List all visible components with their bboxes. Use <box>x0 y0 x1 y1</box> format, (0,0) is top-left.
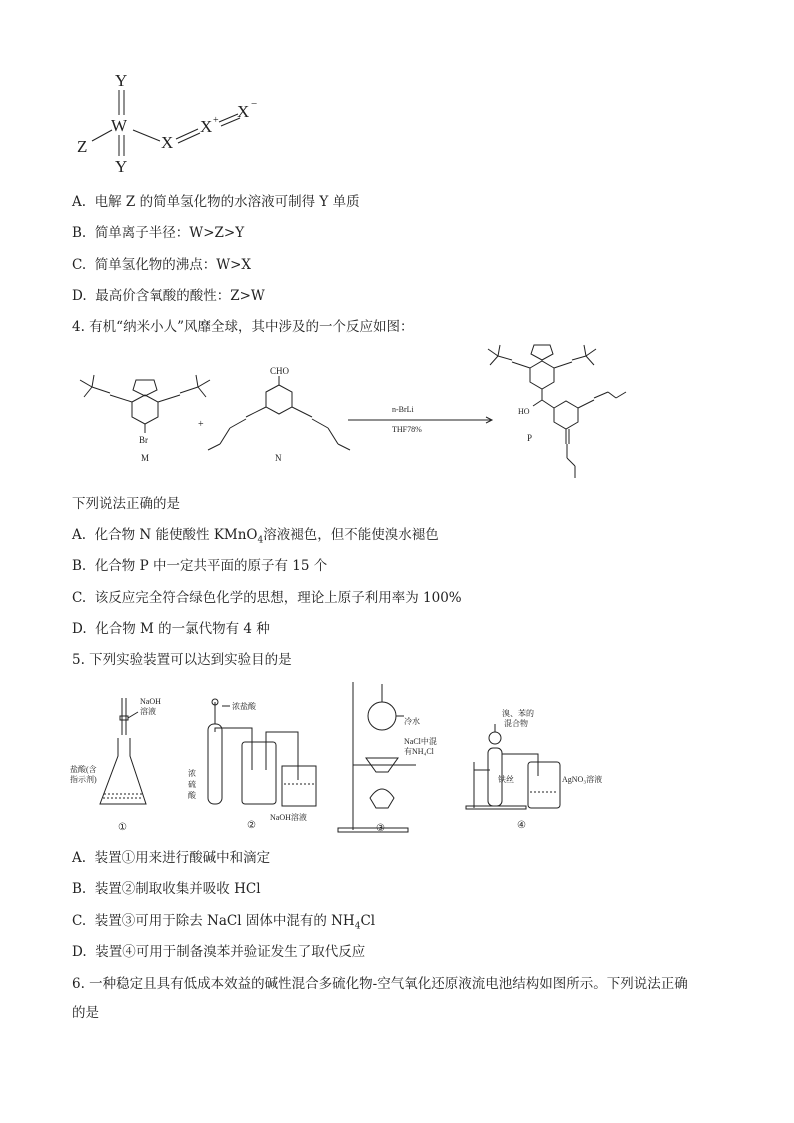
q5-option-d: D. 装置④可用于制备溴苯并验证发生了取代反应 <box>72 944 366 960</box>
apparatus-3-sublimation <box>338 682 437 834</box>
diagram-label: 有NH₄Cl <box>404 747 434 756</box>
atom-w: W <box>111 116 128 135</box>
atom-x-plus: X <box>200 117 213 136</box>
reaction-scheme <box>70 340 630 490</box>
q4-option-d: D. 化合物 M 的一氯代物有 4 种 <box>72 621 270 637</box>
diagram-label: 酸 <box>188 791 196 800</box>
diagram-label: NaOH <box>140 697 161 706</box>
atom-x-minus: X <box>237 102 250 121</box>
diagram-label: 硫 <box>188 780 196 789</box>
diagram-label: 盐酸(含 <box>70 765 97 774</box>
diagram-label: 指示剂) <box>70 775 97 784</box>
apparatus-2-hcl <box>188 699 316 831</box>
molecular-structure-diagram <box>70 68 270 178</box>
diagram-label: 浓 <box>188 769 196 778</box>
charge-plus: + <box>213 115 219 126</box>
diagram-label: 混合物 <box>504 719 528 728</box>
charge-minus: − <box>251 98 258 110</box>
q4-prompt: 下列说法正确的是 <box>72 496 180 512</box>
diagram-label: NaCl中混 <box>404 737 437 746</box>
q5-option-b: B. 装置②制取收集并吸收 HCl <box>72 881 261 897</box>
label-cho: CHO <box>270 366 290 376</box>
diagram-label: 铁丝 <box>498 775 514 784</box>
q3-option-b: B. 简单离子半径：W>Z>Y <box>72 225 245 241</box>
apparatus-1-titration <box>70 697 161 833</box>
plus-sign: + <box>198 419 204 430</box>
label-m: M <box>141 453 150 463</box>
atom-z: Z <box>77 137 88 156</box>
compound-p <box>488 345 626 478</box>
compound-m <box>80 375 210 463</box>
diagram-label: 冷水 <box>404 717 420 726</box>
apparatus-4-bromobenzene <box>466 708 602 831</box>
apparatus-figure <box>70 680 630 840</box>
diagram-label: AgNO₃溶液 <box>562 775 603 784</box>
q4-option-a: A. 化合物 N 能使酸性 KMnO$_4$溶液褪色，但不能使溴水褪色 <box>72 527 439 546</box>
label-p: P <box>527 433 533 443</box>
q4-option-c: C. 该反应完全符合绿色化学的思想，理论上原子利用率为 100% <box>72 590 462 606</box>
compound-n <box>208 366 350 463</box>
diagram-label: ① <box>118 822 127 833</box>
q6-stem-line-2: 的是 <box>72 1005 99 1021</box>
label-br: Br <box>139 435 148 445</box>
reagent-bottom: THF78% <box>392 425 422 434</box>
diagram-label: 溶液 <box>140 707 156 716</box>
q3-option-d: D. 最高价含氧酸的酸性：Z>W <box>72 288 265 304</box>
q6-stem-line-1: 6. 一种稳定且具有低成本效益的碱性混合多硫化物-空气氧化还原液流电池结构如图所示。下列说法正确 <box>72 976 688 992</box>
diagram-label: ② <box>247 820 256 831</box>
q5-option-a: A. 装置①用来进行酸碱中和滴定 <box>72 850 271 866</box>
reagent-top: n-BrLi <box>392 405 414 414</box>
q3-option-a: A. 电解 Z 的简单氢化物的水溶液可制得 Y 单质 <box>72 194 360 210</box>
q5-option-c: C. 装置③可用于除去 NaCl 固体中混有的 $NH_4Cl$ <box>72 913 376 932</box>
atom-y-top: Y <box>115 71 128 90</box>
label-n: N <box>275 453 282 463</box>
diagram-label: ③ <box>376 823 385 834</box>
diagram-label: NaOH溶液 <box>270 813 307 822</box>
q4-option-b: B. 化合物 P 中一定共平面的原子有 15 个 <box>72 558 328 574</box>
atom-x-1: X <box>161 133 174 152</box>
q3-option-c: C. 简单氢化物的沸点：W>X <box>72 257 252 273</box>
label-ho: HO <box>518 407 530 416</box>
atom-y-bottom: Y <box>115 157 128 176</box>
diagram-label: 浓盐酸 <box>232 702 256 711</box>
q4-stem: 4. 有机“纳米小人”风靡全球，其中涉及的一个反应如图： <box>72 319 414 335</box>
diagram-label: ④ <box>517 820 526 831</box>
diagram-label: 溴、苯的 <box>502 709 534 718</box>
q5-stem: 5. 下列实验装置可以达到实验目的是 <box>72 652 292 668</box>
